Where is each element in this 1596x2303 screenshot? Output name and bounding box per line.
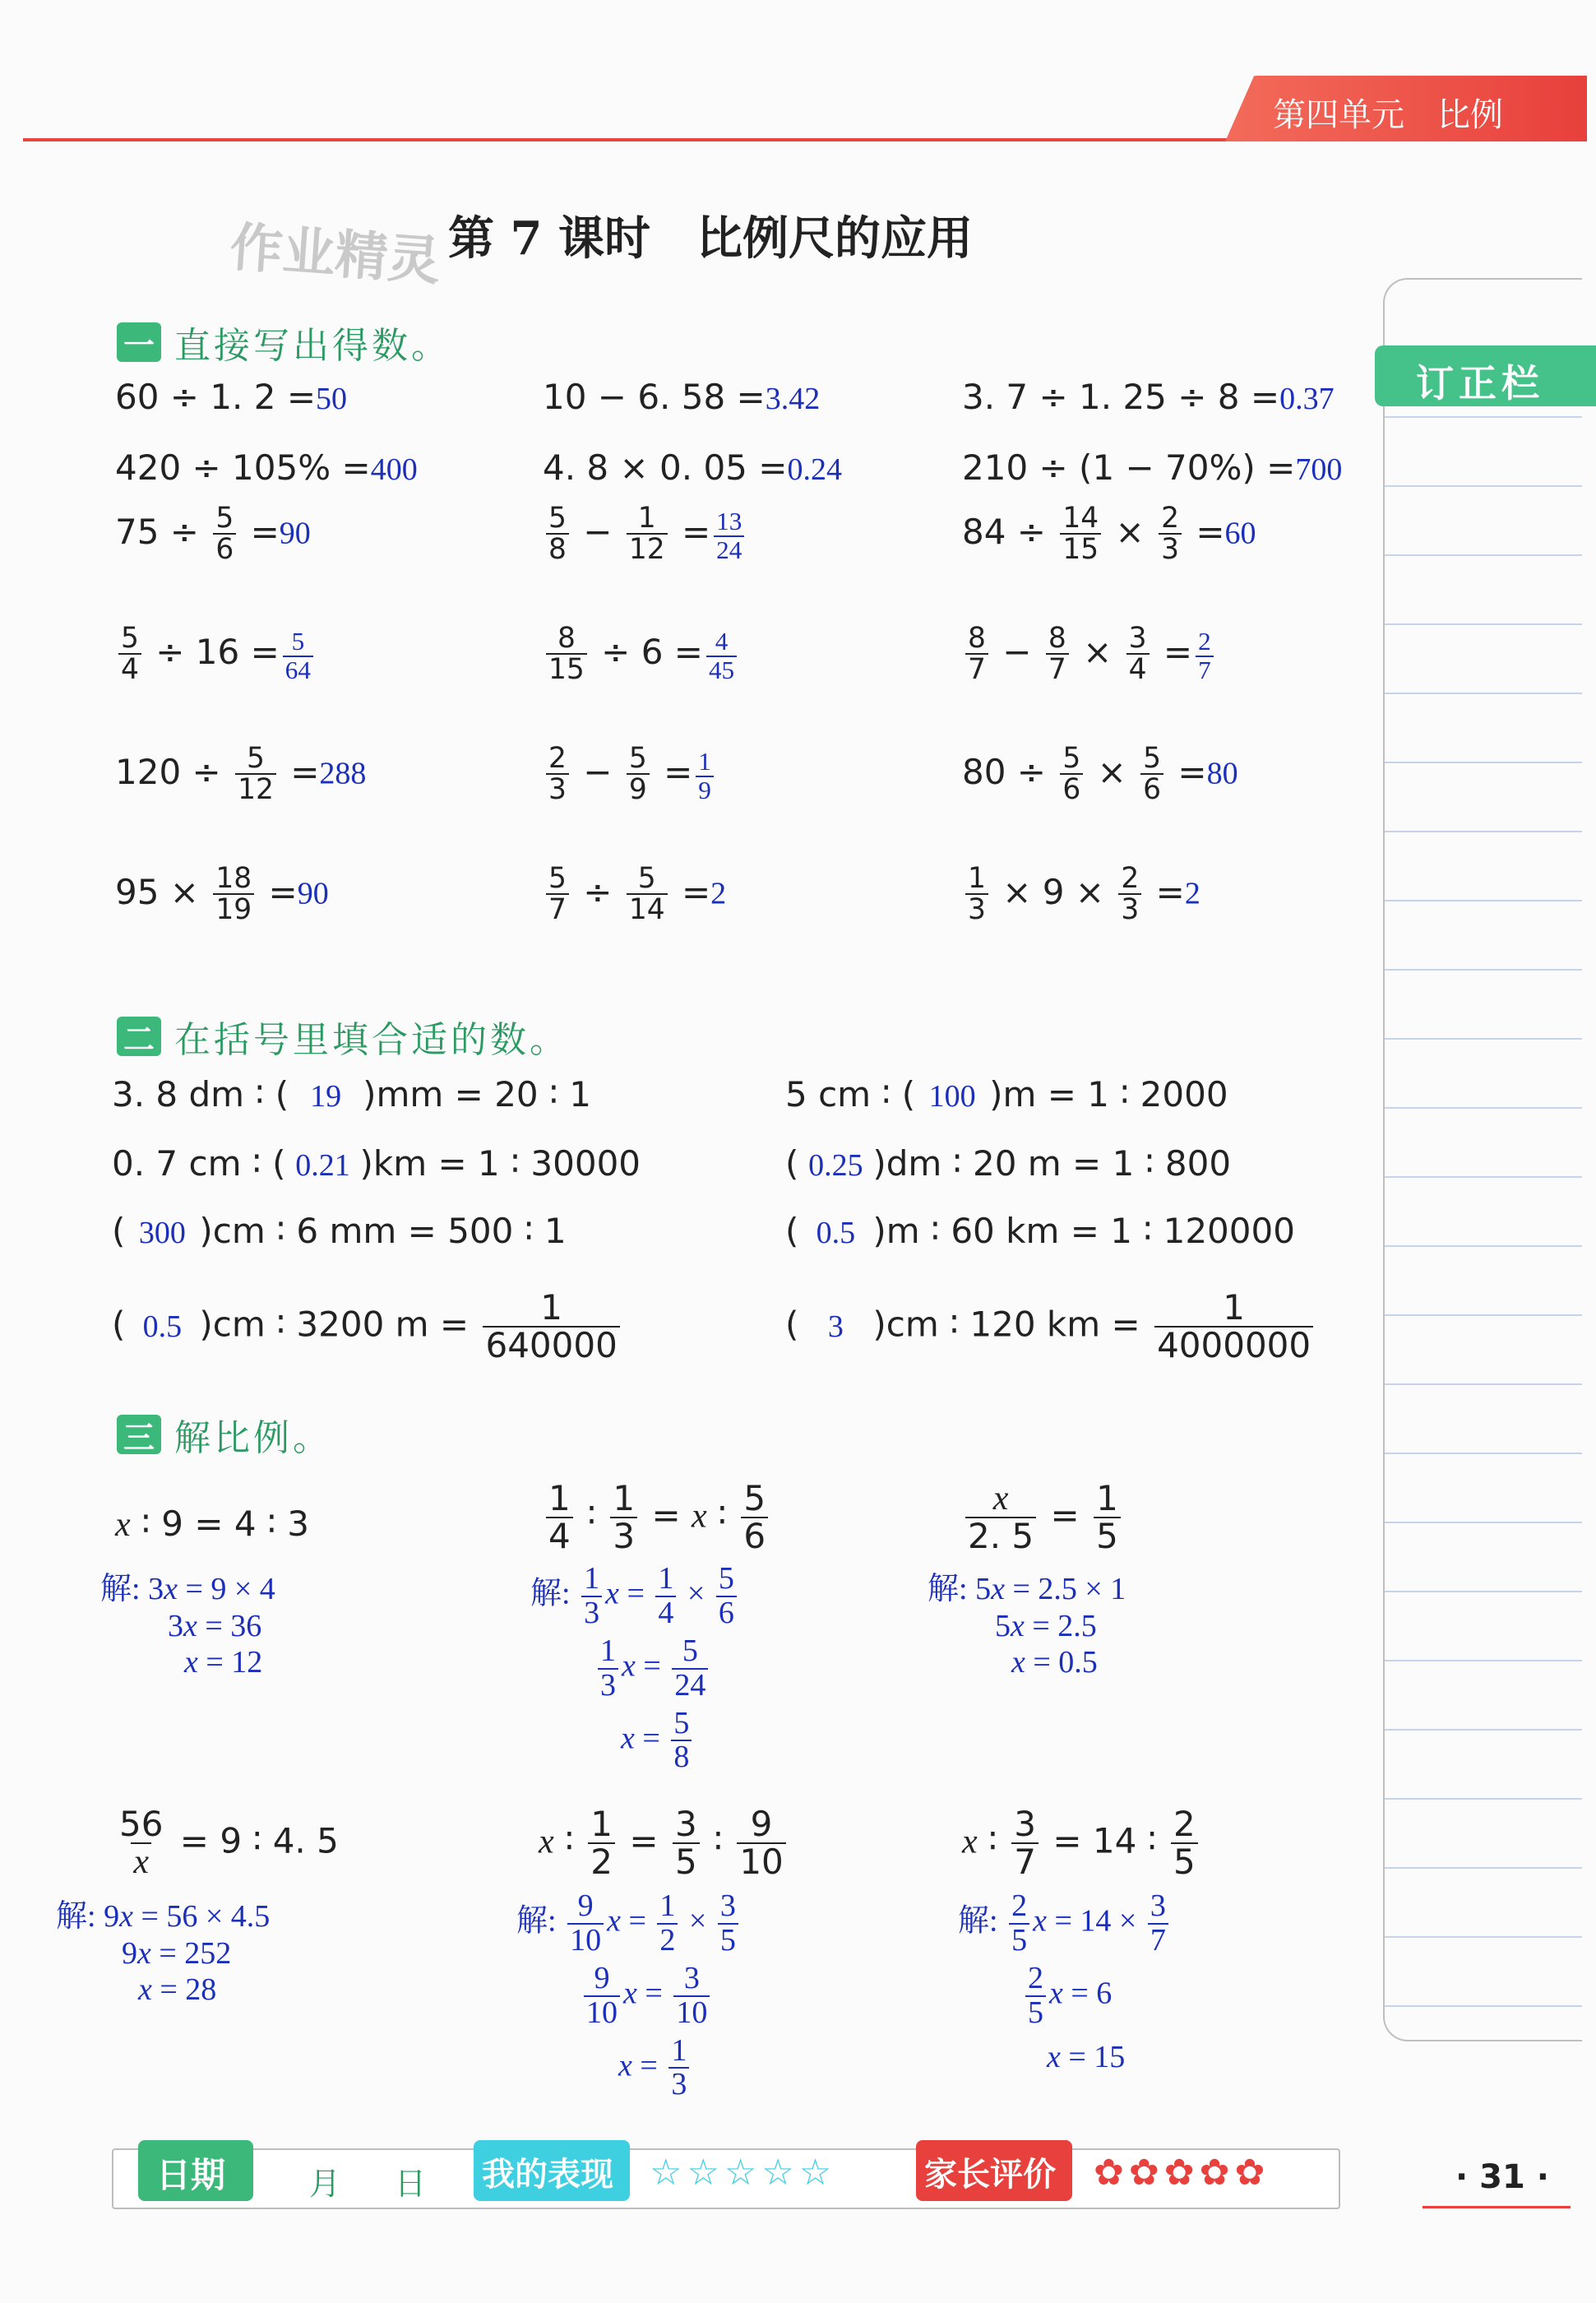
- perf-label: 我的表现: [482, 2156, 613, 2194]
- calc-expr: 95 × $\frac{18}{19}$ =: [115, 862, 298, 927]
- section-3-icon: 三: [117, 1415, 161, 1454]
- calc-answer: $\frac{1}{9}$: [692, 757, 717, 791]
- calc-expr: 80 ÷ $\frac{5}{6}$ × $\frac{5}{6}$ =: [962, 742, 1207, 807]
- solve-problem-6: x ∶ $\frac{3}{7}$ = 14 ∶ $\frac{2}{5}$: [962, 1806, 1201, 1880]
- calc-expr: $\frac{8}{15}$ ÷ 6 =: [543, 632, 703, 672]
- solve-problem-4: $\frac{56}{x}$ = 9 ∶ 4. 5: [119, 1804, 339, 1882]
- fill-answer: 100: [928, 1079, 976, 1114]
- fill-item: ( 300 )cm ∶ 6 mm = 500 ∶ 1: [112, 1211, 567, 1251]
- fill-answer: 0.5: [816, 1216, 856, 1250]
- calc-answer: 2: [710, 876, 727, 911]
- correction-panel: [1383, 278, 1582, 2041]
- fill-item: 3. 8 dm ∶ ( 19 )mm = 20 ∶ 1: [112, 1074, 591, 1114]
- section-1-head: [117, 316, 451, 368]
- page-number-line: [1423, 2206, 1571, 2208]
- watermark: 作业精灵: [228, 217, 442, 293]
- fill-item: ( 0.5 )cm ∶ 3200 m = $\frac{1}{640000}$: [112, 1290, 623, 1364]
- calc-item: [115, 447, 418, 488]
- section-3-head: [117, 1408, 332, 1461]
- calc-expr: 120 ÷ $\frac{5}{12}$ =: [115, 742, 320, 807]
- calc-expr: 420 ÷ 105% =: [115, 447, 371, 488]
- section-2-title: 在括号里填合适的数。: [174, 1019, 569, 1061]
- calc-item: [115, 862, 329, 927]
- calc-answer: $\frac{2}{7}$: [1192, 637, 1217, 671]
- date-label: 日期: [156, 2155, 226, 2195]
- calc-answer: 700: [1295, 452, 1343, 487]
- calc-answer: 80: [1206, 756, 1238, 791]
- calc-expr: 210 ÷ (1 − 70%) =: [962, 447, 1296, 488]
- perf-stars[interactable]: ☆☆☆☆☆: [650, 2152, 837, 2194]
- calc-item: [543, 622, 740, 687]
- calc-expr: $\frac{5}{4}$ ÷ 16 =: [115, 632, 280, 672]
- month-label: 月: [309, 2166, 341, 2202]
- solve-steps-1: 解: 3x = 9 × 4 3x = 36 x = 12: [100, 1572, 275, 1680]
- calc-answer: 3.42: [765, 382, 821, 416]
- section-1-title: 直接写出得数。: [174, 325, 451, 367]
- calc-item: [543, 377, 820, 417]
- calc-expr: 10 − 6. 58 =: [543, 377, 766, 417]
- section-1-icon: 一: [117, 322, 161, 362]
- calc-answer: 0.24: [787, 452, 842, 487]
- calc-item: [543, 447, 842, 488]
- solve-problem-2: $\frac{1}{4}$ ∶ $\frac{1}{3}$ = x ∶ $\frac{5}{6}$: [543, 1480, 771, 1555]
- calc-expr: 75 ÷ $\frac{5}{6}$ =: [115, 502, 280, 567]
- calc-answer: 60: [1224, 516, 1256, 551]
- calc-item: [962, 862, 1200, 927]
- calc-expr: 4. 8 × 0. 05 =: [543, 447, 788, 488]
- calc-item: [543, 862, 727, 927]
- fill-item: ( 0.25 )dm ∶ 20 m = 1 ∶ 800: [785, 1143, 1232, 1184]
- fill-answer: 300: [138, 1216, 186, 1250]
- calc-answer: 50: [316, 382, 348, 416]
- calc-item: [115, 377, 347, 417]
- solve-steps-2: 解: $\frac{1}{3}$ x = $\frac{1}{4}$ × $\frac{5}{6}$ $\frac{1}{3}$ x = $\frac{5}{24}$ x = $\frac{5}{8}$: [530, 1563, 740, 1774]
- day-label: 日: [395, 2166, 427, 2202]
- section-2-icon: 二: [117, 1017, 161, 1056]
- solve-steps-5: 解: $\frac{9}{10}$ x = $\frac{1}{2}$ × $\frac{3}{5}$ $\frac{9}{10}$ x = $\frac{3}{10}$ x = $\frac{1}{3}$: [516, 1890, 742, 2101]
- solve-problem-3: $\frac{x}{2. 5}$ = $\frac{1}{5}$: [962, 1480, 1124, 1555]
- calc-expr: $\frac{5}{8}$ − $\frac{1}{12}$ =: [543, 512, 710, 552]
- fill-item: 5 cm ∶ ( 100 )m = 1 ∶ 2000: [785, 1074, 1228, 1114]
- solve-steps-4: 解: 9x = 56 × 4.5 9x = 252 x = 28: [56, 1899, 271, 2007]
- calc-item: [962, 447, 1342, 488]
- fill-answer: 0.25: [808, 1148, 863, 1183]
- calc-answer: 288: [319, 756, 367, 791]
- calc-answer: $\frac{4}{45}$: [703, 637, 740, 671]
- calc-expr: $\frac{8}{7}$ − $\frac{8}{7}$ × $\frac{3}{4}$ =: [962, 632, 1192, 672]
- calc-expr: $\frac{2}{3}$ − $\frac{5}{9}$ =: [543, 752, 692, 792]
- solve-steps-6: 解: $\frac{2}{5}$ x = 14 × $\frac{3}{7}$ $\frac{2}{5}$ x = 6 x = 15: [958, 1890, 1172, 2073]
- calc-answer: $\frac{13}{24}$: [710, 517, 747, 551]
- section-3-title: 解比例。: [174, 1417, 332, 1459]
- unit-label: 第四单元 比例: [1273, 96, 1503, 134]
- parent-flowers[interactable]: ✿✿✿✿✿: [1094, 2152, 1270, 2194]
- page-number: · 31 ·: [1455, 2158, 1549, 2196]
- calc-item: [543, 742, 717, 807]
- calc-item: [962, 502, 1256, 567]
- section-2-head: [117, 1010, 569, 1063]
- calc-item: [115, 622, 317, 687]
- solve-problem-5: x ∶ $\frac{1}{2}$ = $\frac{3}{5}$ ∶ $\frac{9}{10}$: [539, 1806, 789, 1880]
- fill-item: ( 0.5 )m ∶ 60 km = 1 ∶ 120000: [785, 1211, 1295, 1251]
- calc-expr: 60 ÷ 1. 2 =: [115, 377, 317, 417]
- correction-label: 订正栏: [1416, 361, 1544, 405]
- parent-label: 家长评价: [924, 2156, 1056, 2194]
- calc-answer: 2: [1184, 876, 1200, 911]
- calc-item: [962, 742, 1238, 807]
- calc-expr: 84 ÷ $\frac{14}{15}$ × $\frac{2}{3}$ =: [962, 502, 1225, 567]
- calc-answer: 90: [297, 876, 329, 911]
- solve-steps-3: 解: 5x = 2.5 × 1 5x = 2.5 x = 0.5: [928, 1572, 1126, 1680]
- calc-expr: $\frac{5}{7}$ ÷ $\frac{5}{14}$ =: [543, 872, 710, 912]
- calc-item: [962, 377, 1335, 417]
- calc-answer: 400: [370, 452, 418, 487]
- calc-item: [543, 502, 747, 567]
- fill-item: 0. 7 cm ∶ ( 0.21 )km = 1 ∶ 30000: [112, 1143, 641, 1184]
- fill-item: ( 3 )cm ∶ 120 km = $\frac{1}{4000000}$: [785, 1290, 1316, 1364]
- calc-answer: 90: [279, 516, 311, 551]
- fill-answer: 0.5: [142, 1309, 183, 1344]
- calc-item: [115, 502, 311, 567]
- solve-problem-1: x ∶ 9 = 4 ∶ 3: [115, 1504, 309, 1544]
- calc-answer: $\frac{5}{64}$: [280, 637, 317, 671]
- calc-expr: 3. 7 ÷ 1. 25 ÷ 8 =: [962, 377, 1280, 417]
- calc-item: [962, 622, 1217, 687]
- lesson-title: 第 7 课时 比例尺的应用: [448, 211, 973, 266]
- calc-expr: $\frac{1}{3}$ × 9 × $\frac{2}{3}$ =: [962, 872, 1185, 912]
- fill-answer: 0.21: [295, 1148, 350, 1183]
- fill-answer: 19: [310, 1079, 342, 1114]
- calc-item: [115, 742, 367, 807]
- calc-answer: 0.37: [1279, 382, 1335, 416]
- fill-answer: 3: [827, 1309, 844, 1344]
